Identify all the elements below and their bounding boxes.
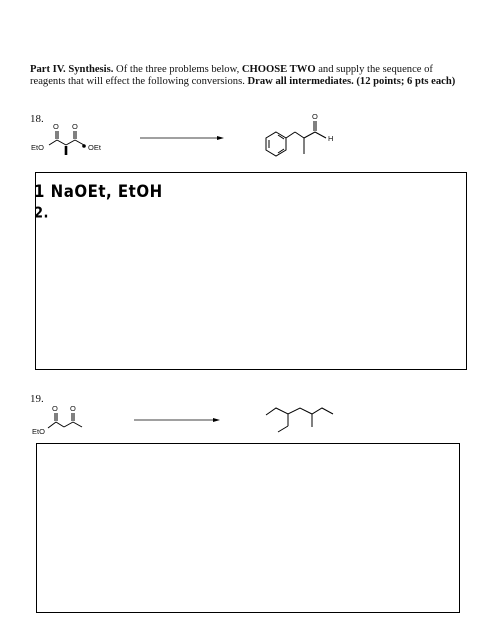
handwritten-step-1: 1 NaOEt, EtOH (34, 181, 163, 202)
reactant-19-eto-label: EtO (32, 427, 45, 436)
product-hydrogen-label: H (328, 134, 334, 143)
choose-two-text: CHOOSE TWO (241, 64, 316, 75)
part-label: Part IV. (30, 64, 66, 75)
synthesis-label: Synthesis. (68, 64, 114, 75)
points-text: (12 points; 6 pts each) (353, 76, 456, 88)
instruction-text-2: and supply the sequence of reagents that will effect the following conversions. (30, 64, 433, 88)
problem-19-answer-box[interactable] (36, 443, 460, 613)
reactant-oet-label: OEt (88, 143, 101, 152)
reactant-19-oxygen-1: O (52, 404, 58, 413)
draw-intermediates-text: Draw all intermediates. (247, 76, 354, 88)
product-oxygen-label: O (312, 112, 318, 121)
instruction-text-1: Of the three problems below, (113, 64, 242, 75)
reactant-19-oxygen-2: O (70, 404, 76, 413)
reactant-oxygen-2: O (72, 122, 78, 131)
problem-19-number: 19. (30, 393, 44, 405)
reactant-eto-label: EtO (31, 143, 44, 152)
reactant-oxygen-1: O (53, 122, 59, 131)
problem-18-number: 18. (30, 113, 44, 125)
handwritten-step-2: 2. (34, 205, 49, 223)
